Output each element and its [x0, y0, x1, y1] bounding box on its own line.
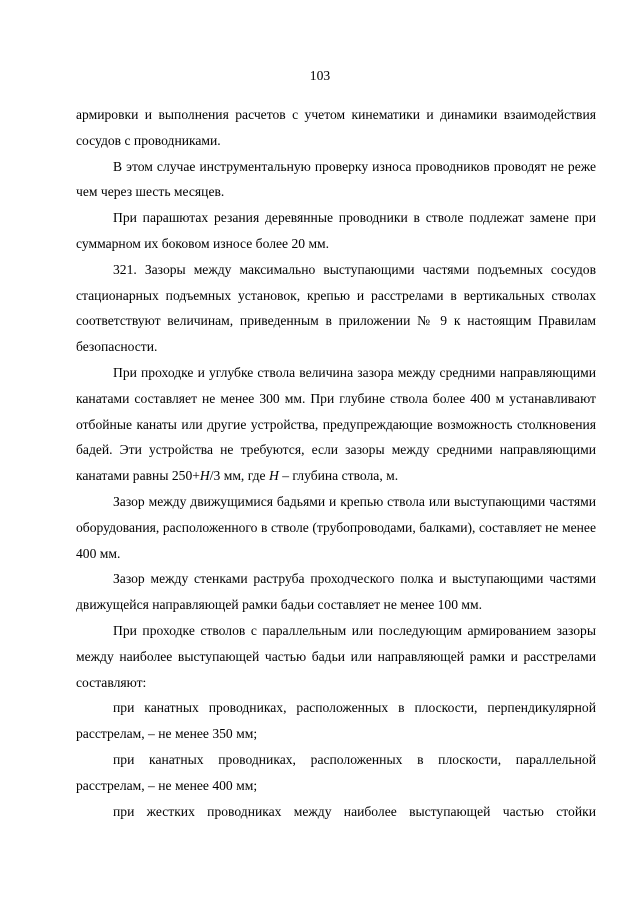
paragraph: При проходке и углубке ствола величина зазора между средними направляющими канатами составляет не менее 300 мм. При глубине ствола более 400 м устанавливают отбойные канаты или другие устройства, предупреждающие возможность столкновения бадей. Эти устройства не требуются, если зазоры между средними направляющими канатами равны 250+H/3 мм, где H – глубина ствола, м. [76, 364, 596, 484]
document-body [76, 102, 596, 824]
paragraph: В этом случае инструментальную проверку износа проводников проводят не реже чем через шесть месяцев. [76, 158, 596, 200]
paragraph: При проходке стволов с параллельным или последующим армированием зазоры между наиболее выступающей частью бадьи или направляющей рамки и расстрелами составляют: [76, 622, 596, 690]
paragraph: при жестких проводниках между наиболее выступающей частью стойки [113, 803, 596, 819]
paragraph: при канатных проводниках, расположенных в плоскости, перпендикулярной расстрелам, – не менее 350 мм; [76, 700, 596, 742]
page-number: 103 [309, 68, 331, 83]
paragraph: При парашютах резания деревянные проводники в стволе подлежат замене при суммарном их боковом износе более 20 мм. [76, 210, 596, 251]
paragraph: армировки и выполнения расчетов с учетом кинематики и динамики взаимодействия сосудов с проводниками. [76, 107, 596, 148]
paragraph: 321. Зазоры между максимально выступающими частями подъемных сосудов стационарных подъемных установок, крепью и расстрелами в вертикальных стволах соответствуют величинам, приведенным в приложении № 9 к настоящим Правилам безопасности. [76, 261, 596, 355]
paragraph: Зазор между движущимися бадьями и крепью ствола или выступающими частями оборудования, расположенного в стволе (трубопроводами, балками), составляет не менее 400 мм. [76, 493, 596, 561]
paragraph: Зазор между стенками раструба проходческого полка и выступающими частями движущейся направляющей рамки бадьи составляет не менее 100 мм. [76, 571, 596, 613]
paragraph: при канатных проводниках, расположенных в плоскости, параллельной расстрелам, – не менее 400 мм; [76, 751, 596, 793]
